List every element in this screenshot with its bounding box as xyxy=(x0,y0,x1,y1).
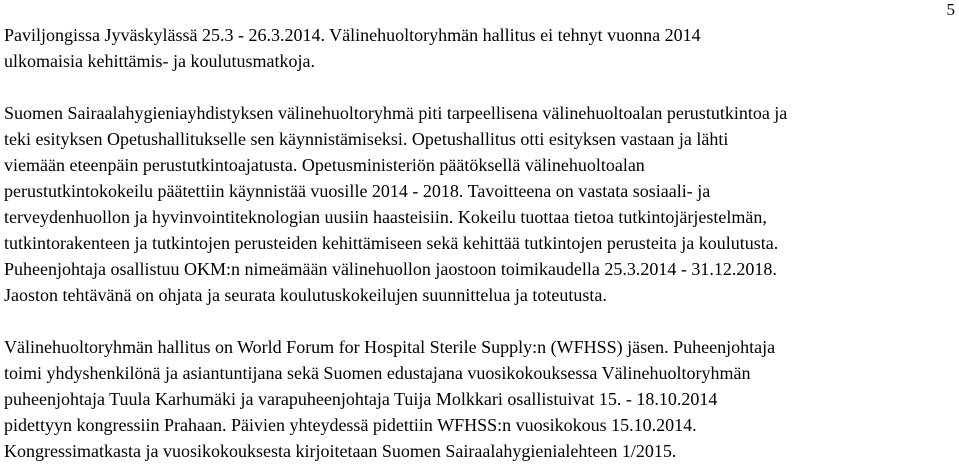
page-number: 5 xyxy=(946,0,955,19)
text-line: viemään eteenpäin perustutkintoajatusta. Opetusministeriön päätöksellä välinehuoltoalan xyxy=(4,155,645,175)
text-line: perustutkintokokeilu päätettiin käynnistää vuosille 2014 - 2018. Tavoitteena on vastata sosiaali- ja xyxy=(4,181,711,201)
document-body xyxy=(4,22,949,464)
paragraph-gap xyxy=(4,74,949,100)
text-line: puheenjohtaja Tuula Karhumäki ja varapuheenjohtaja Tuija Molkkari osallistuivat 15. - 18.10.2014 xyxy=(4,389,718,409)
paragraph-gap xyxy=(4,308,949,334)
text-line: Kongressimatkasta ja vuosikokouksesta kirjoitetaan Suomen Sairaalahygienialehteen 1/2015. xyxy=(4,441,677,461)
paragraph-vocational-degree xyxy=(4,100,949,308)
text-line: terveydenhuollon ja hyvinvointiteknologian uusiin haasteisiin. Kokeilu tuottaa tietoa tutkintojärjestelmän, xyxy=(4,207,767,227)
paragraph-wfhss xyxy=(4,334,949,464)
text-line: ulkomaisia kehittämis- ja koulutusmatkoja. xyxy=(4,51,315,71)
text-line: Suomen Sairaalahygieniayhdistyksen välinehuoltoryhmä piti tarpeellisena välinehuoltoalan perustutkintoa ja xyxy=(4,103,788,123)
text-line: pidettyyn kongressiin Prahaan. Päivien yhteydessä pidettiin WFHSS:n vuosikokous 15.10.2014. xyxy=(4,415,697,435)
text-line: tutkintorakenteen ja tutkintojen perusteiden kehittämiseen sekä kehittää tutkintojen perusteita ja koulutusta. xyxy=(4,233,779,253)
text-line: Välinehuoltoryhmän hallitus on World Forum for Hospital Sterile Supply:n (WFHSS) jäsen. Puheenjohtaja xyxy=(4,337,776,357)
text-line: teki esityksen Opetushallitukselle sen käynnistämiseksi. Opetushallitus otti esityksen vastaan ja lähti xyxy=(4,129,729,149)
paragraph-travel xyxy=(4,22,949,74)
text-line: Puheenjohtaja osallistuu OKM:n nimeämään välinehuollon jaostoon toimikaudella 25.3.2014 - 31.12.2018. xyxy=(4,259,777,279)
text-line: toimi yhdyshenkilönä ja asiantuntijana sekä Suomen edustajana vuosikokouksessa Välinehuoltoryhmän xyxy=(4,363,751,383)
text-line: Jaoston tehtävänä on ohjata ja seurata koulutuskokeilujen suunnittelua ja toteutusta. xyxy=(4,285,607,305)
text-line: Paviljongissa Jyväskylässä 25.3 - 26.3.2014. Välinehuoltoryhmän hallitus ei tehnyt vuonna 2014 xyxy=(4,25,701,45)
